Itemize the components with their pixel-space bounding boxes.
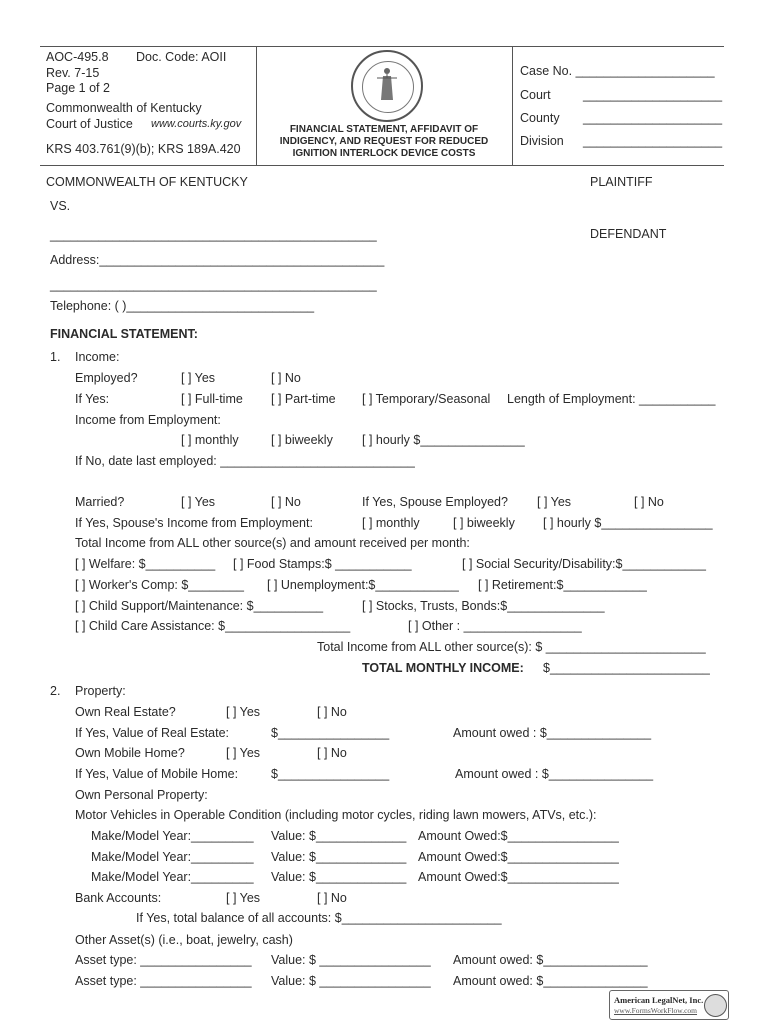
mobile-home-value-field[interactable]: $________________	[271, 767, 390, 781]
versus-label: VS.	[50, 199, 71, 213]
hourly-checkbox-field[interactable]: [ ] hourly $_______________	[362, 433, 525, 447]
mobile-home-value-label: If Yes, Value of Mobile Home:	[75, 767, 239, 781]
total-other-income-field[interactable]: Total Income from ALL other source(s): $ _______________________	[317, 640, 706, 654]
other-income-label: Total Income from ALL other source(s) and amount received per month:	[75, 536, 470, 550]
division-field-input[interactable]: ____________________	[583, 134, 723, 148]
county-field-input[interactable]: ____________________	[583, 111, 723, 125]
real-estate-no-checkbox[interactable]: [ ] No	[317, 705, 347, 719]
total-monthly-income-field[interactable]: $_______________________	[543, 661, 710, 675]
court-of-justice: Court of Justice	[46, 117, 133, 131]
vehicle-2-make-field[interactable]: Make/Model Year:_________	[91, 850, 254, 864]
spouse-employed-yes-checkbox[interactable]: [ ] Yes	[537, 495, 572, 509]
employed-yes-checkbox[interactable]: [ ] Yes	[181, 371, 216, 385]
employed-label: Employed?	[75, 371, 138, 385]
financial-statement-heading: FINANCIAL STATEMENT:	[50, 327, 198, 341]
vehicle-2-value-field[interactable]: Value: $_____________	[271, 850, 407, 864]
asset-2-type-field[interactable]: Asset type: ________________	[75, 974, 252, 988]
header-top-rule	[40, 46, 724, 47]
commonwealth-label: Commonwealth of Kentucky	[46, 101, 202, 115]
food-stamps-field[interactable]: [ ] Food Stamps:$ ___________	[233, 557, 412, 571]
address-field[interactable]: Address:_________________________________________	[50, 253, 385, 267]
defendant-name-field[interactable]: _______________________________________________	[50, 228, 377, 242]
married-yes-checkbox[interactable]: [ ] Yes	[181, 495, 216, 509]
logo-url[interactable]: www.FormsWorkFlow.com	[614, 1006, 698, 1015]
real-estate-label: Own Real Estate?	[75, 705, 176, 719]
property-number: 2.	[50, 684, 61, 698]
date-last-employed-field[interactable]: If No, date last employed: ____________________________	[75, 454, 415, 468]
property-label: Property:	[75, 684, 126, 698]
logo-brand: American LegalNet, Inc.	[614, 995, 704, 1005]
website-link[interactable]: www.courts.ky.gov	[151, 118, 242, 130]
division-field-label: Division	[520, 134, 564, 148]
telephone-field[interactable]: Telephone: ( )___________________________	[50, 299, 315, 313]
revision: Rev. 7-15	[46, 66, 100, 80]
income-label: Income:	[75, 350, 120, 364]
court-field-input[interactable]: ____________________	[583, 88, 723, 102]
vehicle-3-value-field[interactable]: Value: $_____________	[271, 870, 407, 884]
unemployment-field[interactable]: [ ] Unemployment:$____________	[267, 578, 459, 592]
form-id: AOC-495.8	[46, 50, 109, 64]
income-number: 1.	[50, 350, 61, 364]
real-estate-owed-field[interactable]: Amount owed : $_______________	[453, 726, 652, 740]
vehicle-1-make-field[interactable]: Make/Model Year:_________	[91, 829, 254, 843]
child-support-field[interactable]: [ ] Child Support/Maintenance: $__________	[75, 599, 324, 613]
vehicle-3-make-field[interactable]: Make/Model Year:_________	[91, 870, 254, 884]
spouse-biweekly-checkbox[interactable]: [ ] biweekly	[453, 516, 515, 530]
income-from-employment-label: Income from Employment:	[75, 413, 221, 427]
bank-accounts-label: Bank Accounts:	[75, 891, 162, 905]
page-number: Page 1 of 2	[46, 81, 110, 95]
stocks-field[interactable]: [ ] Stocks, Trusts, Bonds:$______________	[362, 599, 605, 613]
plaintiff-name: COMMONWEALTH OF KENTUCKY	[46, 175, 248, 189]
doc-code: Doc. Code: AOII	[136, 50, 227, 64]
employed-no-checkbox[interactable]: [ ] No	[271, 371, 301, 385]
parttime-checkbox[interactable]: [ ] Part-time	[271, 392, 336, 406]
globe-icon	[704, 994, 727, 1017]
vehicle-2-owed-field[interactable]: Amount Owed:$________________	[418, 850, 619, 864]
vehicle-1-owed-field[interactable]: Amount Owed:$________________	[418, 829, 619, 843]
asset-1-owed-field[interactable]: Amount owed: $_______________	[453, 953, 648, 967]
mobile-home-owed-field[interactable]: Amount owed : $_______________	[455, 767, 654, 781]
court-seal-icon	[351, 50, 423, 122]
asset-2-owed-field[interactable]: Amount owed: $_______________	[453, 974, 648, 988]
welfare-field[interactable]: [ ] Welfare: $__________	[75, 557, 216, 571]
biweekly-checkbox[interactable]: [ ] biweekly	[271, 433, 333, 447]
asset-2-value-field[interactable]: Value: $ ________________	[271, 974, 431, 988]
real-estate-value-field[interactable]: $________________	[271, 726, 390, 740]
form-title: FINANCIAL STATEMENT, AFFIDAVIT OF INDIGENCY, AND REQUEST FOR REDUCED IGNITION INTERLOCK DEVICE COSTS	[279, 124, 489, 159]
mobile-home-yes-checkbox[interactable]: [ ] Yes	[226, 746, 261, 760]
social-security-field[interactable]: [ ] Social Security/Disability:$____________	[462, 557, 706, 571]
bank-no-checkbox[interactable]: [ ] No	[317, 891, 347, 905]
mobile-home-no-checkbox[interactable]: [ ] No	[317, 746, 347, 760]
bank-balance-field[interactable]: If Yes, total balance of all accounts: $_______________________	[136, 911, 502, 925]
american-legalnet-logo[interactable]	[609, 990, 729, 1020]
other-income-field[interactable]: [ ] Other : _________________	[408, 619, 582, 633]
vehicle-3-owed-field[interactable]: Amount Owed:$________________	[418, 870, 619, 884]
temporary-checkbox[interactable]: [ ] Temporary/Seasonal	[362, 392, 491, 406]
defendant-label: DEFENDANT	[590, 227, 667, 241]
spouse-employed-no-checkbox[interactable]: [ ] No	[634, 495, 664, 509]
total-monthly-income-label: TOTAL MONTHLY INCOME:	[362, 661, 524, 675]
other-assets-label: Other Asset(s) (i.e., boat, jewelry, cash)	[75, 933, 293, 947]
fulltime-checkbox[interactable]: [ ] Full-time	[181, 392, 243, 406]
if-yes-label: If Yes:	[75, 392, 110, 406]
header-divider-right	[512, 46, 513, 165]
child-care-field[interactable]: [ ] Child Care Assistance: $__________________	[75, 619, 351, 633]
county-field-label: County	[520, 111, 560, 125]
header-divider-left	[256, 46, 257, 165]
real-estate-yes-checkbox[interactable]: [ ] Yes	[226, 705, 261, 719]
married-no-checkbox[interactable]: [ ] No	[271, 495, 301, 509]
header-bottom-rule	[40, 165, 724, 166]
spouse-income-label: If Yes, Spouse's Income from Employment:	[75, 516, 313, 530]
court-field-label: Court	[520, 88, 551, 102]
spouse-monthly-checkbox[interactable]: [ ] monthly	[362, 516, 420, 530]
plaintiff-label: PLAINTIFF	[590, 175, 653, 189]
employment-length-field[interactable]: Length of Employment: ___________	[507, 392, 716, 406]
vehicle-1-value-field[interactable]: Value: $_____________	[271, 829, 407, 843]
asset-1-type-field[interactable]: Asset type: ________________	[75, 953, 252, 967]
real-estate-value-label: If Yes, Value of Real Estate:	[75, 726, 230, 740]
workers-comp-field[interactable]: [ ] Worker's Comp: $________	[75, 578, 244, 592]
mobile-home-label: Own Mobile Home?	[75, 746, 185, 760]
bank-yes-checkbox[interactable]: [ ] Yes	[226, 891, 261, 905]
address-line-2-field[interactable]: _______________________________________________	[50, 278, 377, 292]
krs-reference: KRS 403.761(9)(b); KRS 189A.420	[46, 142, 241, 156]
case-number-field[interactable]: Case No. ____________________	[520, 64, 715, 78]
spouse-hourly-checkbox-field[interactable]: [ ] hourly $________________	[543, 516, 713, 530]
monthly-checkbox[interactable]: [ ] monthly	[181, 433, 239, 447]
motor-vehicles-label: Motor Vehicles in Operable Condition (including motor cycles, riding lawn mowers, ATVs, etc.):	[75, 808, 597, 822]
retirement-field[interactable]: [ ] Retirement:$____________	[478, 578, 647, 592]
married-label: Married?	[75, 495, 125, 509]
spouse-employed-label: If Yes, Spouse Employed?	[362, 495, 508, 509]
personal-property-label: Own Personal Property:	[75, 788, 208, 802]
asset-1-value-field[interactable]: Value: $ ________________	[271, 953, 431, 967]
